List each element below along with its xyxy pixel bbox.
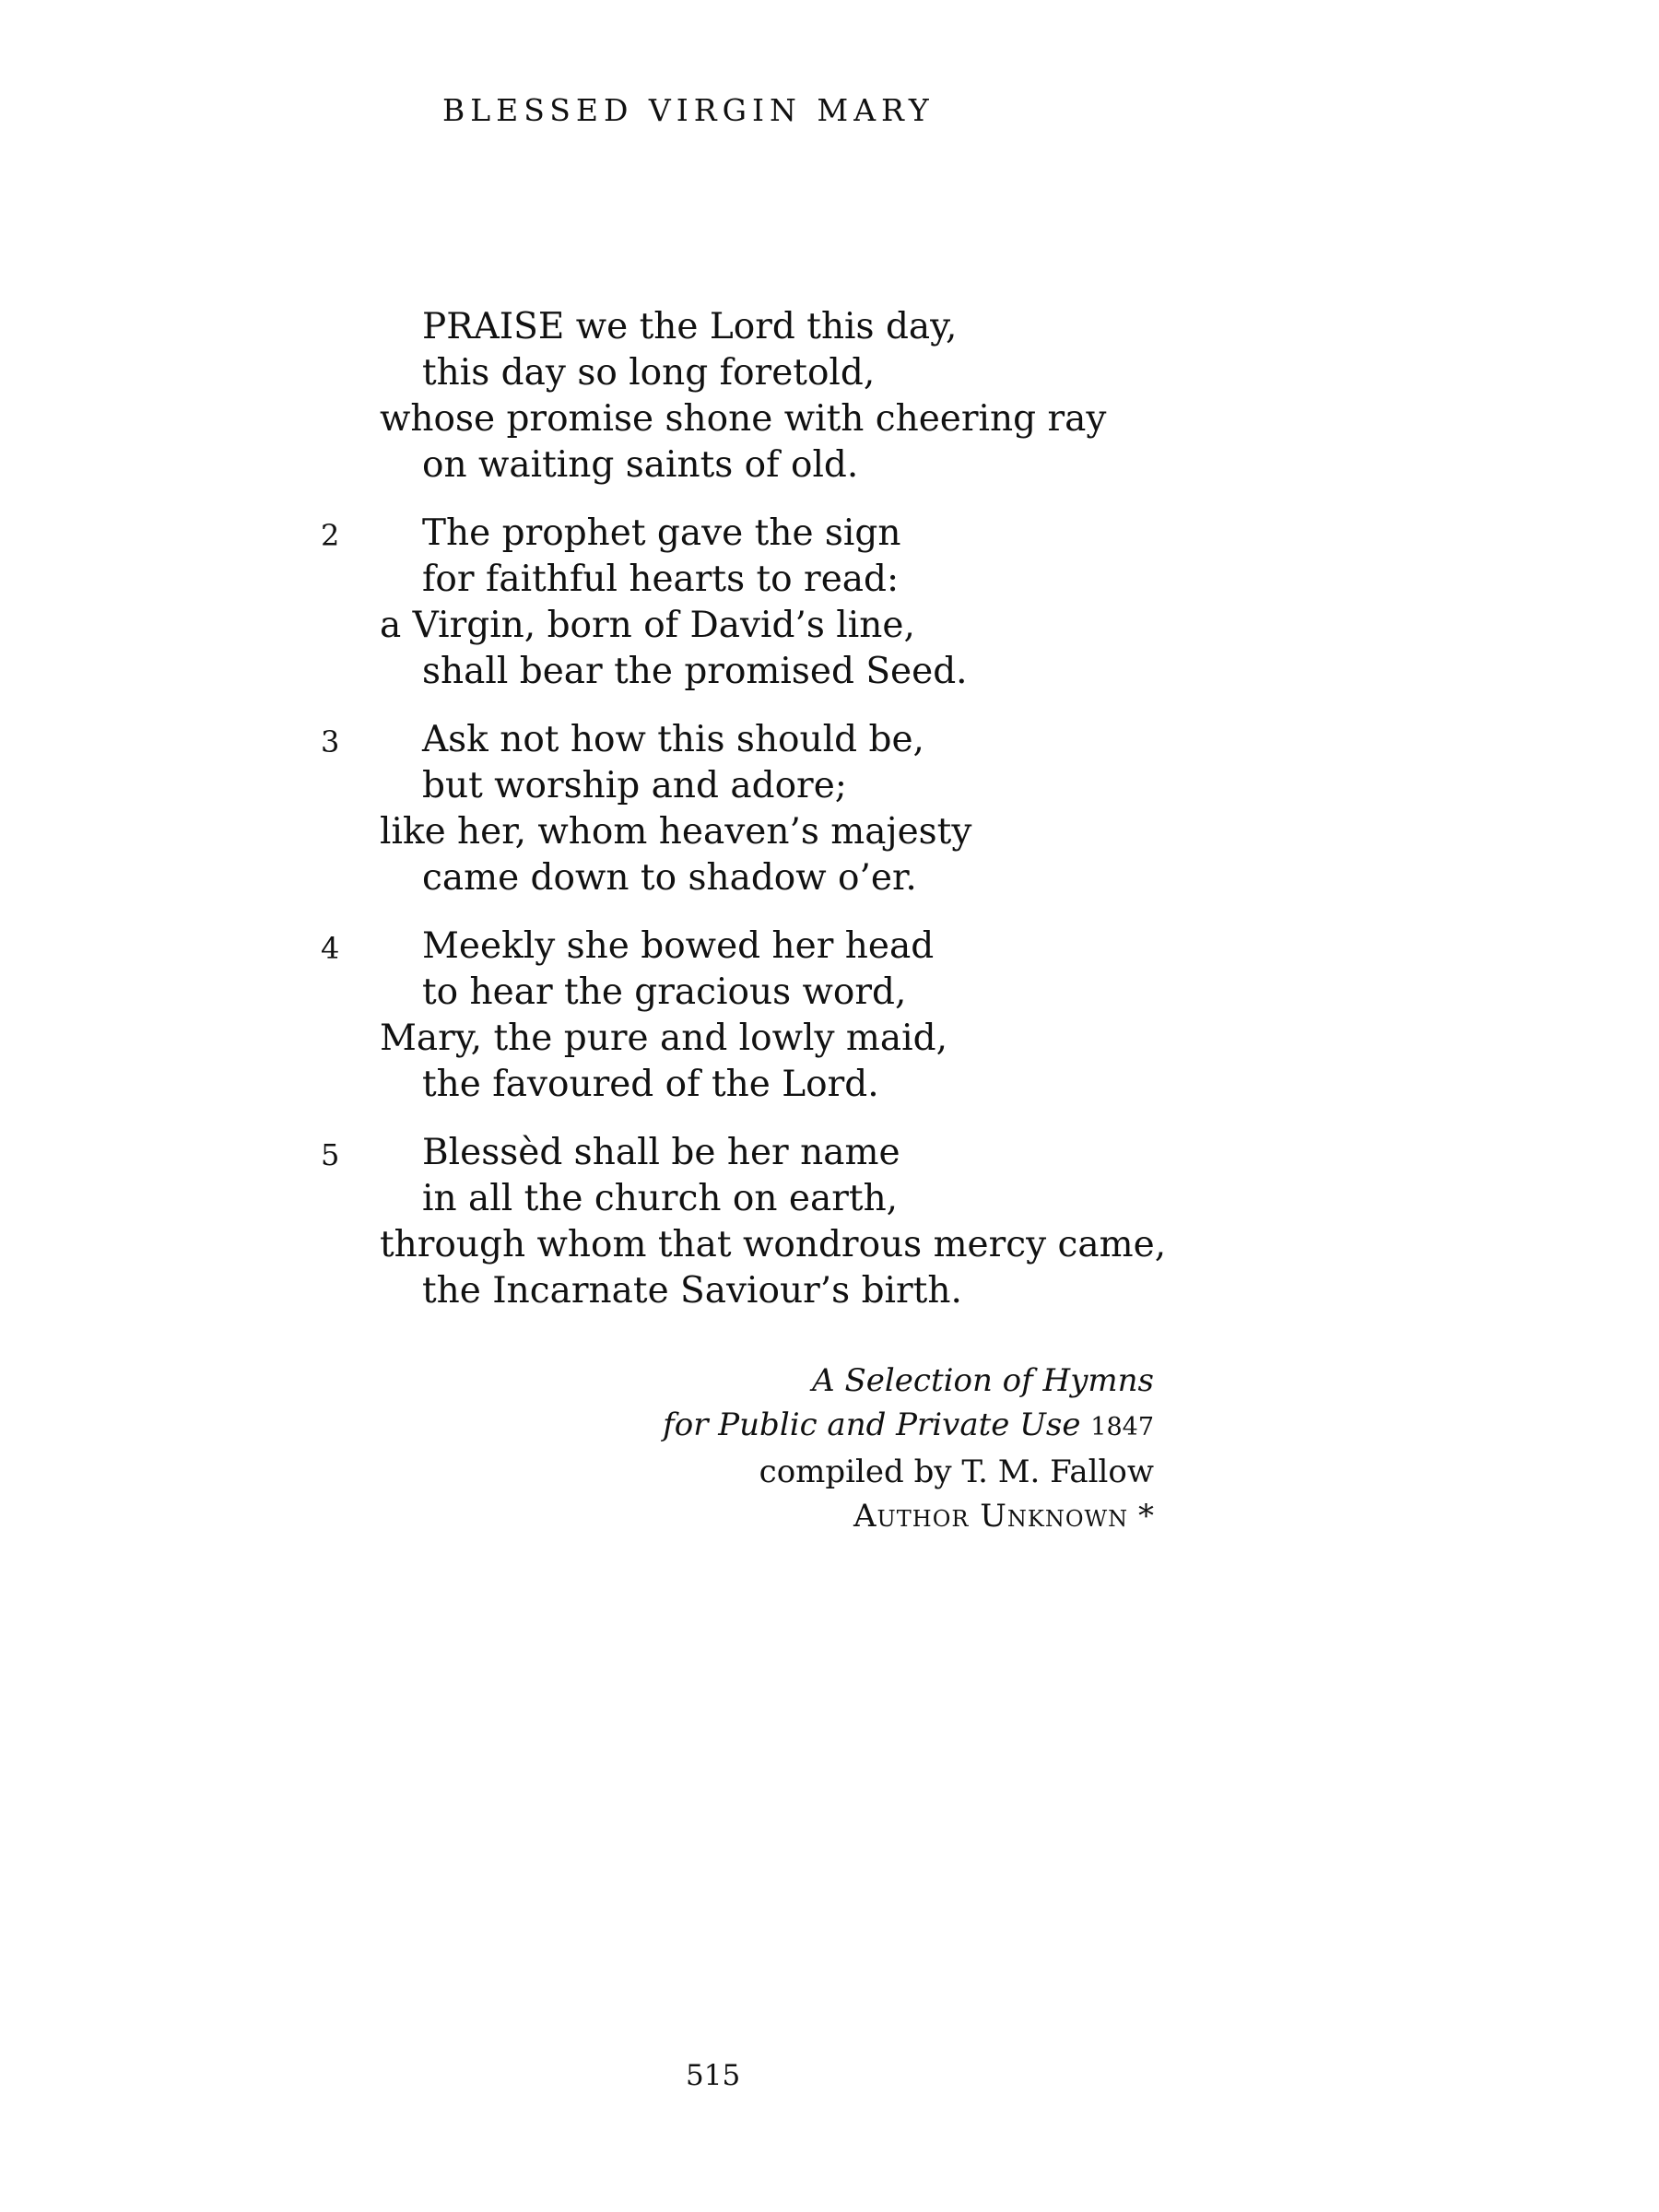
verse-line: came down to shadow o’er. — [422, 857, 917, 899]
verse-line: PRAISE we the Lord this day, — [422, 306, 958, 347]
attribution — [663, 1359, 1154, 1538]
verse-number: 5 — [321, 1137, 340, 1172]
footnote-marker: * — [1138, 1498, 1154, 1535]
verse-number: 2 — [321, 518, 340, 553]
source-year: 1847 — [1090, 1413, 1154, 1441]
author: Author Unknown — [853, 1498, 1129, 1535]
verse-line: whose promise shone with cheering ray — [380, 398, 1107, 440]
verse-line: shall bear the promised Seed. — [422, 651, 968, 692]
verse-line: but worship and adore; — [422, 765, 847, 806]
verse-line: Blessèd shall be her name — [422, 1132, 900, 1173]
verse-line: Mary, the pure and lowly maid, — [380, 1018, 947, 1059]
verse-line: this day so long foretold, — [422, 352, 876, 394]
verse-line: the Incarnate Saviour’s birth. — [422, 1270, 962, 1312]
compiler: compiled by T. M. Fallow — [759, 1453, 1154, 1490]
verse-line: the favoured of the Lord. — [422, 1064, 879, 1105]
verse-number: 4 — [321, 931, 340, 966]
verse-line: for faithful hearts to read: — [422, 559, 900, 600]
running-head: BLESSED VIRGIN MARY — [442, 92, 935, 128]
verse-line: Meekly she bowed her head — [422, 925, 935, 967]
verse-line: a Virgin, born of David’s line, — [380, 605, 915, 646]
verse-line: in all the church on earth, — [422, 1178, 899, 1219]
author-line — [663, 1494, 1154, 1538]
verse-line: on waiting saints of old. — [422, 444, 859, 486]
source-title-line1: A Selection of Hymns — [812, 1362, 1154, 1399]
verse-line: like her, whom heaven’s majesty — [380, 811, 972, 853]
page-number: 515 — [686, 2059, 741, 2092]
verse-line: to hear the gracious word, — [422, 971, 907, 1013]
source-title-line2: for Public and Private Use 1847 — [663, 1406, 1154, 1443]
verse-line: Ask not how this should be, — [422, 719, 924, 760]
verse-line: The prophet gave the sign — [422, 512, 901, 554]
verse-line: through whom that wondrous mercy came, — [380, 1224, 1167, 1265]
verse-number: 3 — [321, 724, 340, 759]
